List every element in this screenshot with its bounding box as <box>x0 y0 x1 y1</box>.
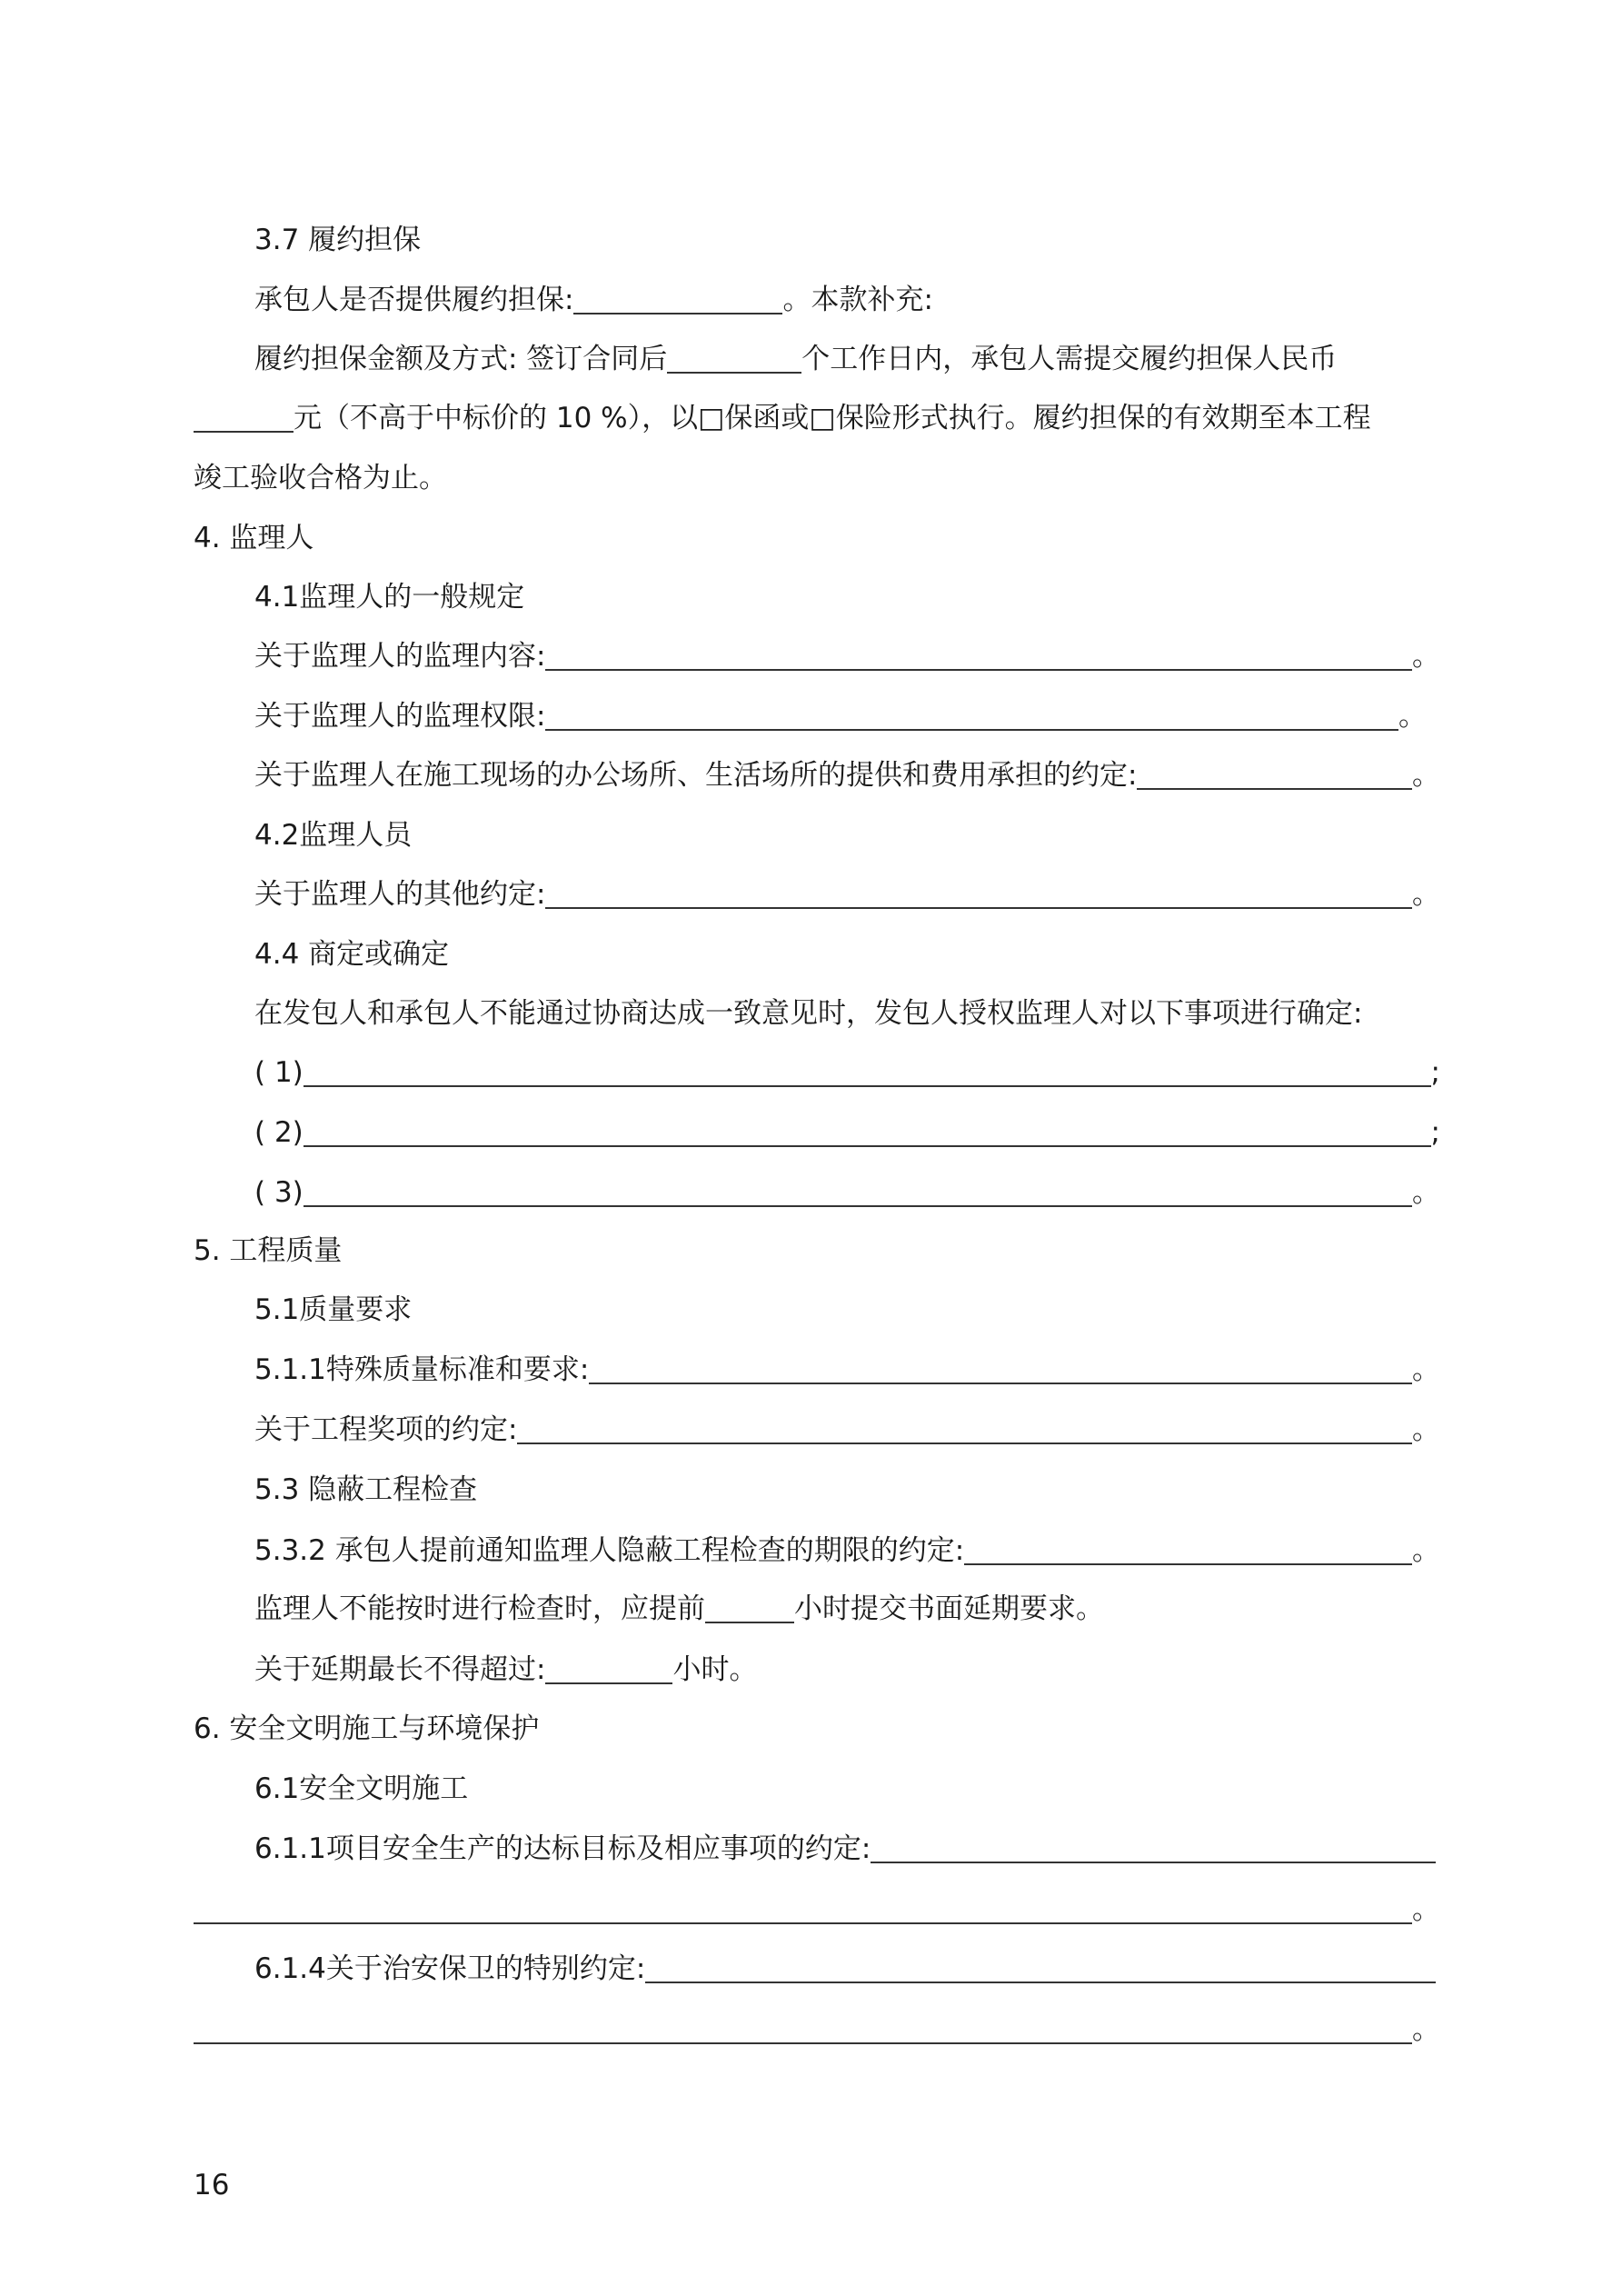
label: 关于监理人在施工现场的办公场所、生活场所的提供和费用承担的约定: <box>254 759 1138 792</box>
delay-hours-blank[interactable] <box>705 1594 794 1623</box>
award-row <box>254 1412 1440 1448</box>
workdays-blank[interactable] <box>667 344 801 374</box>
supervision-authority-blank[interactable] <box>545 698 1398 731</box>
section-5-title: 5. 工程质量 <box>194 1234 343 1267</box>
period: 。 <box>1412 1893 1440 1926</box>
performance-guarantee-question <box>254 282 933 318</box>
label: 元（不高于中标价的 10 %），以□保函或□保险形式执行。履约担保的有效期至本工程 <box>294 402 1371 434</box>
label: 个工作日内，承包人需提交履约担保人民币 <box>801 343 1338 375</box>
max-delay-line <box>254 1652 757 1688</box>
other-agreement-row <box>254 876 1440 913</box>
security-row <box>254 1951 1436 1987</box>
period: 。 <box>1412 878 1440 911</box>
determination-item-1 <box>254 1054 1440 1091</box>
label: 关于工程奖项的约定: <box>254 1413 518 1446</box>
amount-blank[interactable] <box>194 404 294 433</box>
label: 承包人是否提供履约担保: <box>254 284 574 316</box>
label: 小时提交书面延期要求。 <box>794 1592 1104 1625</box>
guarantee-blank[interactable] <box>573 285 782 314</box>
item-number: ( 2) <box>254 1116 304 1149</box>
page-number: 16 <box>194 2169 230 2201</box>
section-5-3-title: 5.3 隐蔽工程检查 <box>254 1473 478 1506</box>
section-3-7-title: 3.7 履约担保 <box>254 224 422 256</box>
section-4-4-title: 4.4 商定或确定 <box>254 938 450 971</box>
semicolon: ; <box>1430 1056 1440 1089</box>
supervision-content-blank[interactable] <box>545 638 1412 671</box>
item-3-blank[interactable] <box>304 1174 1412 1207</box>
label: 5.3.2 承包人提前通知监理人隐蔽工程检查的期限的约定: <box>254 1534 965 1567</box>
guarantee-amount-line1 <box>254 341 1337 377</box>
determination-item-3 <box>254 1174 1440 1211</box>
supervision-content-row <box>254 638 1440 674</box>
period: 。 <box>1412 1534 1440 1567</box>
section-4-1-title: 4.1监理人的一般规定 <box>254 581 525 614</box>
item-2-blank[interactable] <box>304 1114 1431 1147</box>
semicolon: ; <box>1430 1116 1440 1149</box>
determination-item-2 <box>254 1114 1440 1151</box>
label: 6.1.4关于治安保卫的特别约定: <box>254 1952 646 1985</box>
section-4-2-title: 4.2监理人员 <box>254 819 413 852</box>
guarantee-amount-line3: 竣工验收合格为止。 <box>194 462 447 494</box>
period: 。 <box>1412 759 1440 792</box>
special-quality-blank[interactable] <box>589 1352 1412 1384</box>
max-delay-blank[interactable] <box>545 1655 672 1684</box>
item-1-blank[interactable] <box>304 1054 1431 1087</box>
period: 。 <box>1398 700 1427 733</box>
office-provision-row <box>254 757 1440 794</box>
other-agreement-blank[interactable] <box>545 876 1412 909</box>
label: 小时。 <box>672 1653 758 1686</box>
notice-deadline-row <box>254 1532 1440 1569</box>
section-6-1-title: 6.1安全文明施工 <box>254 1772 469 1805</box>
determination-intro: 在发包人和承包人不能通过协商达成一致意见时，发包人授权监理人对以下事项进行确定: <box>254 997 1363 1030</box>
item-number: ( 3) <box>254 1176 304 1209</box>
safety-target-blank[interactable] <box>871 1831 1436 1863</box>
label: 5.1.1特殊质量标准和要求: <box>254 1353 590 1386</box>
safety-target-row-cont <box>194 1892 1440 1928</box>
guarantee-amount-line2 <box>194 400 1371 436</box>
security-blank[interactable] <box>645 1951 1436 1983</box>
special-quality-row <box>254 1352 1440 1388</box>
label: 关于监理人的监理权限: <box>254 700 546 733</box>
label-end: 。本款补充: <box>782 284 933 316</box>
period: 。 <box>1412 2013 1440 2046</box>
period: 。 <box>1412 1413 1440 1446</box>
security-blank-2[interactable] <box>194 2011 1412 2044</box>
delay-request-line <box>254 1591 1104 1627</box>
section-4-title: 4. 监理人 <box>194 522 314 554</box>
security-row-cont <box>194 2011 1440 2048</box>
period: 。 <box>1412 1176 1440 1209</box>
period: 。 <box>1412 1353 1440 1386</box>
label: 关于监理人的监理内容: <box>254 640 546 673</box>
notice-deadline-blank[interactable] <box>964 1532 1412 1565</box>
office-provision-blank[interactable] <box>1137 757 1412 790</box>
period: 。 <box>1412 640 1440 673</box>
supervision-authority-row <box>254 698 1427 734</box>
item-number: ( 1) <box>254 1056 304 1089</box>
label: 监理人不能按时进行检查时，应提前 <box>254 1592 705 1625</box>
label: 6.1.1项目安全生产的达标目标及相应事项的约定: <box>254 1832 871 1865</box>
award-blank[interactable] <box>517 1412 1412 1444</box>
safety-target-blank-2[interactable] <box>194 1892 1412 1924</box>
label: 关于延期最长不得超过: <box>254 1653 546 1686</box>
section-6-title: 6. 安全文明施工与环境保护 <box>194 1712 540 1745</box>
safety-target-row <box>254 1831 1436 1867</box>
label: 关于监理人的其他约定: <box>254 878 546 911</box>
section-5-1-title: 5.1质量要求 <box>254 1293 413 1326</box>
label: 履约担保金额及方式: 签订合同后 <box>254 343 668 375</box>
